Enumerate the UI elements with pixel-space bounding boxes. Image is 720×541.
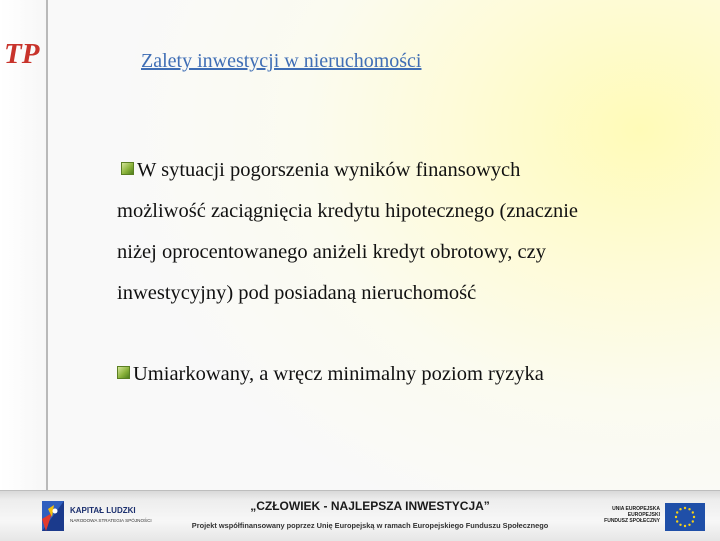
slide-title: Zalety inwestycji w nieruchomości (141, 50, 422, 72)
bullet-line: możliwość zaciągnięcia kredytu hipotecznego (znacznie (117, 200, 579, 222)
eu-flag-icon (665, 503, 705, 531)
left-border-strip (0, 0, 48, 490)
bullet-square-icon (117, 366, 130, 379)
tp-logo-text: TP (4, 38, 40, 70)
footer-slogan: „CZŁOWIEK - NAJLEPSZA INWESTYCJA” (250, 499, 490, 513)
bullet-item (117, 354, 677, 395)
kapital-ludzki-subtitle: NARODOWA STRATEGIA SPÓJNOŚCI (70, 518, 152, 523)
bullet-line: niżej oprocentowanego aniżeli kredyt obrotowy, czy (117, 241, 547, 263)
eu-label-line: FUNDUSZ SPOŁECZNY (604, 518, 660, 524)
bullet-line (117, 354, 677, 395)
eu-label (596, 506, 660, 524)
slide-content (117, 150, 677, 395)
bullet-line: inwestycyjny) pod posiadaną nieruchomość (117, 282, 477, 304)
bullet-text: Umiarkowany, a wręcz minimalny poziom ryzyka (133, 363, 544, 385)
kapital-ludzki-logo-icon (38, 499, 66, 533)
eu-label-line: EUROPEJSKI (627, 512, 660, 518)
bullet-gap (117, 314, 677, 354)
bullet-line (117, 150, 677, 191)
bullet-square-icon (121, 162, 134, 175)
tp-logo (2, 36, 44, 70)
bullet-text: W sytuacji pogorszenia wyników finansowych (137, 159, 521, 181)
footer-cofinancing-note: Projekt współfinansowany poprzez Unię Europejską w ramach Europejskiego Funduszu Społecznego (191, 521, 549, 530)
footer-bar (0, 490, 720, 541)
eu-label-line: UNIA EUROPEJSKA (612, 506, 660, 512)
kapital-ludzki-title: KAPITAŁ LUDZKI (70, 506, 136, 515)
bullet-item (117, 150, 677, 314)
